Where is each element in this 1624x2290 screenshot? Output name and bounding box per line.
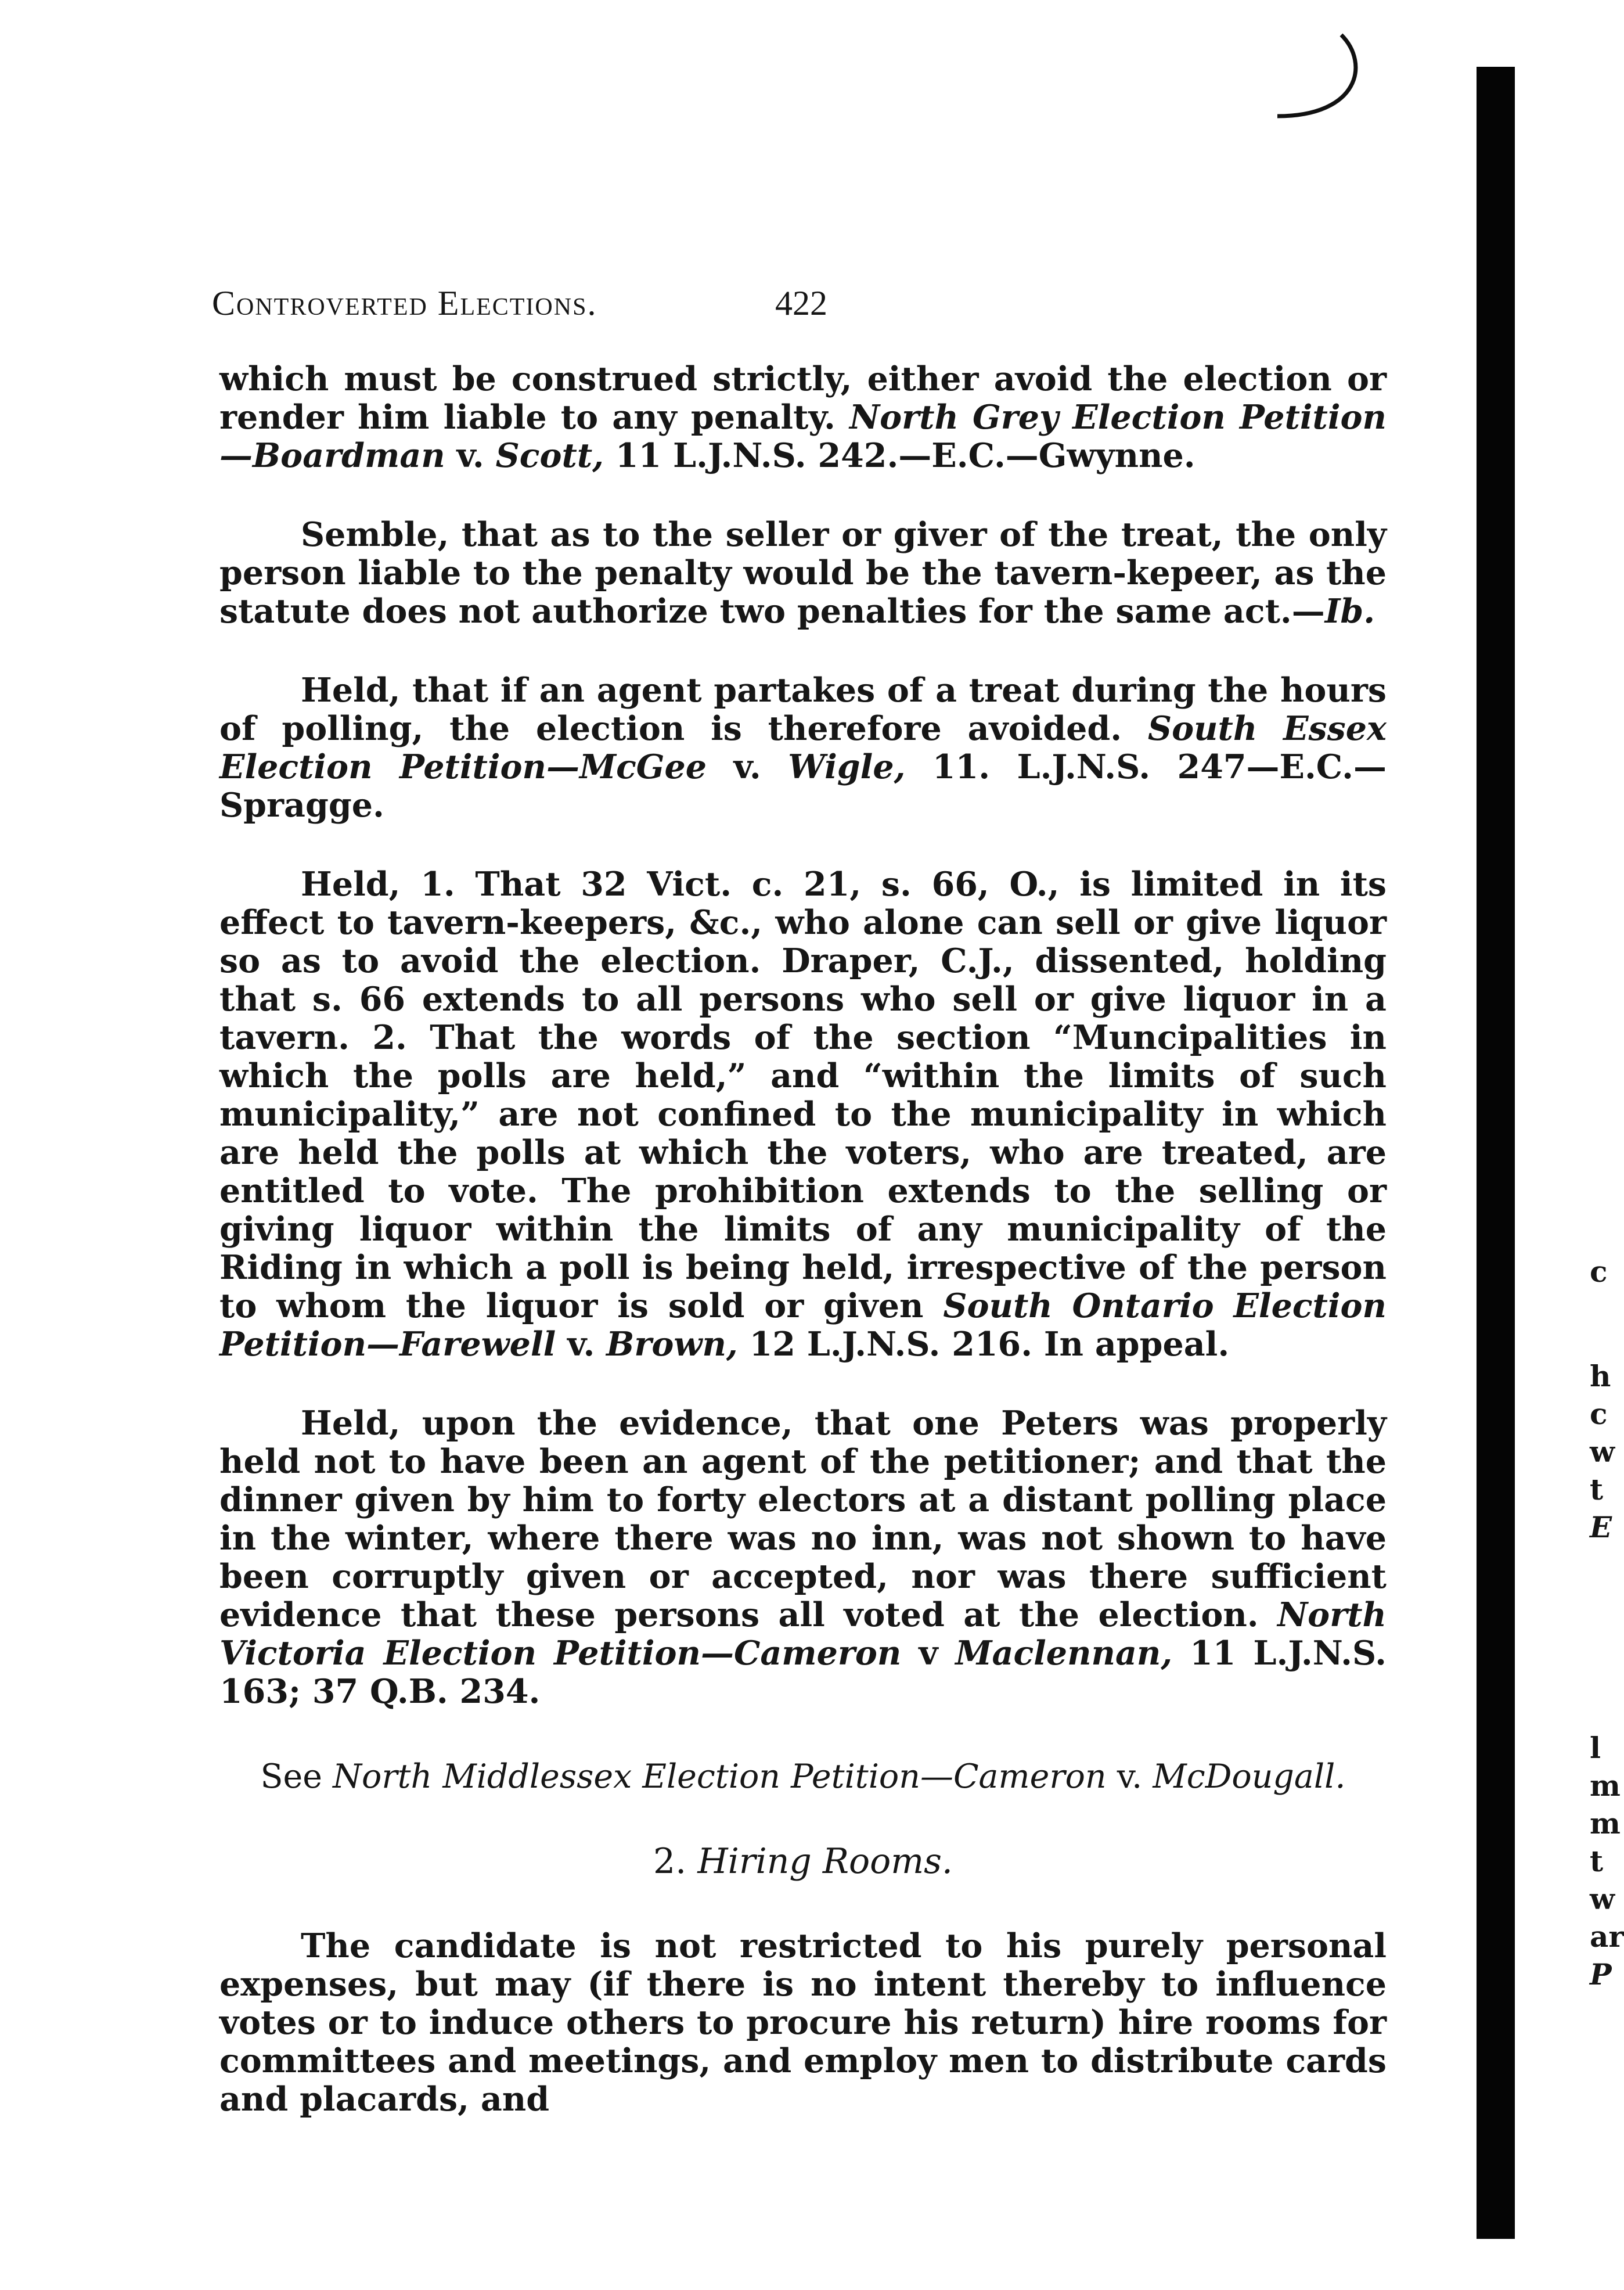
p5-case-name: North Victoria Election Petition—Cameron [219,1595,1387,1673]
page-number: 422 [775,284,827,322]
see-word: See [260,1757,333,1796]
p4-text-a: Held, 1. That 32 Vict. c. 21, s. 66, O., is limited in its effect to tavern-keepers, &c., who alone can sell or give liquor so as to avoid the election. Draper, C.J., dissented, holding that s. 66 extends to all persons who sell or give liquor in a tavern. 2. That the words of the section “Muncipalities in which the polls are held,” and “within the limits of such municipality,” are not confined to the municipality in which are held the polls at which the voters, who are treated, are entitled to vote. The prohibition extends to the selling or giving liquor within the limits of any municipality of the Riding in which a poll is being held, irrespective of the person to whom the liquor is sold or given [219,865,1387,1325]
paragraph-2 [219,516,1387,631]
margin-fragment: c [1590,1397,1608,1431]
margin-fragment: m [1590,1806,1621,1840]
margin-fragment: P [1590,1957,1612,1991]
p4-versus: v. [556,1325,607,1364]
margin-fragment: t [1590,1472,1604,1507]
p3-versus: v. [707,747,788,786]
margin-fragment: w [1590,1882,1615,1916]
margin-fragment: c [1590,1254,1608,1289]
p6-text-a: The candidate is not restricted to his purely personal expenses, but may (if there is no intent thereby to influence votes or to induce others to procure his return) hire rooms for committees and meetings, and employ men to distribute cards and placards, and [219,1926,1387,2119]
p3-text-a: Held, that if an agent partakes of a treat during the hours of polling, the election is therefore avoided. [219,671,1387,748]
scan-edge-shadow [1477,67,1515,2239]
p2-ibid: Ib. [1324,592,1375,631]
paragraph-3 [219,671,1387,825]
pen-mark-icon [1243,29,1382,134]
see-versus: v. [1106,1757,1153,1796]
p5-text-a: Held, upon the evidence, that one Peters was properly held not to have been an agent of the petitioner; and that the dinner given by him to forty electors at a distant polling place in the winter, where there was no inn, was not shown to have been corruptly given or accepted, nor was there sufficient evidence that these persons all voted at the election. [219,1404,1387,1634]
margin-fragment: ar [1590,1919,1624,1954]
p5-respondent: Maclennan, [955,1634,1173,1673]
p1-respondent: Scott, [495,436,604,475]
p4-citation: 12 L.J.N.S. 216. In appeal. [737,1325,1230,1364]
see-respondent: McDougall. [1153,1757,1346,1796]
p5-citation: 11 L.J.N.S. 163; 37 Q.B. 234. [219,1634,1387,1711]
paragraph-4 [219,865,1387,1364]
margin-fragment: h [1590,1359,1611,1393]
p3-respondent: Wigle, [788,747,906,786]
p4-case-name: South Ontario Election Petition—Farewell [219,1286,1387,1364]
p1-case-name: North Grey Election Petition—Boardman [219,398,1387,475]
margin-fragment: m [1590,1768,1621,1803]
paragraph-1 [219,360,1387,475]
section-title: Hiring Rooms. [697,1841,953,1882]
margin-fragment: E [1590,1510,1612,1544]
p3-case-name: South Essex Election Petition—McGee [219,709,1387,786]
margin-fragment: t [1590,1844,1604,1878]
paragraph-6 [219,1927,1387,2119]
section-number: 2. [653,1841,698,1882]
p3-citation: 11. L.J.N.S. 247—E.C.—Spragge. [219,747,1387,825]
p5-versus: v [901,1634,956,1673]
see-case-name: North Middlessex Election Petition—Cameron [333,1757,1107,1796]
running-header [212,283,909,330]
p4-respondent: Brown, [606,1325,738,1364]
p1-versus: v. [445,436,496,475]
p2-text-a: Semble, that as to the seller or giver of the treat, the only person liable to the penalty would be the tavern-kepeer, as the statute does not authorize two penalties for the same act.— [219,515,1387,631]
p1-citation: 11 L.J.N.S. 242.—E.C.—Gwynne. [604,436,1196,475]
section-heading [219,1842,1387,1881]
margin-fragment: l [1590,1731,1601,1765]
body-text [219,360,1387,2119]
see-also-reference [219,1757,1387,1796]
p1-text-a: which must be construed strictly, either avoid the election or render him liable to any penalty. [219,360,1387,437]
running-title: Controverted Elections. [212,284,597,322]
paragraph-5 [219,1404,1387,1711]
margin-fragment: w [1590,1435,1615,1469]
